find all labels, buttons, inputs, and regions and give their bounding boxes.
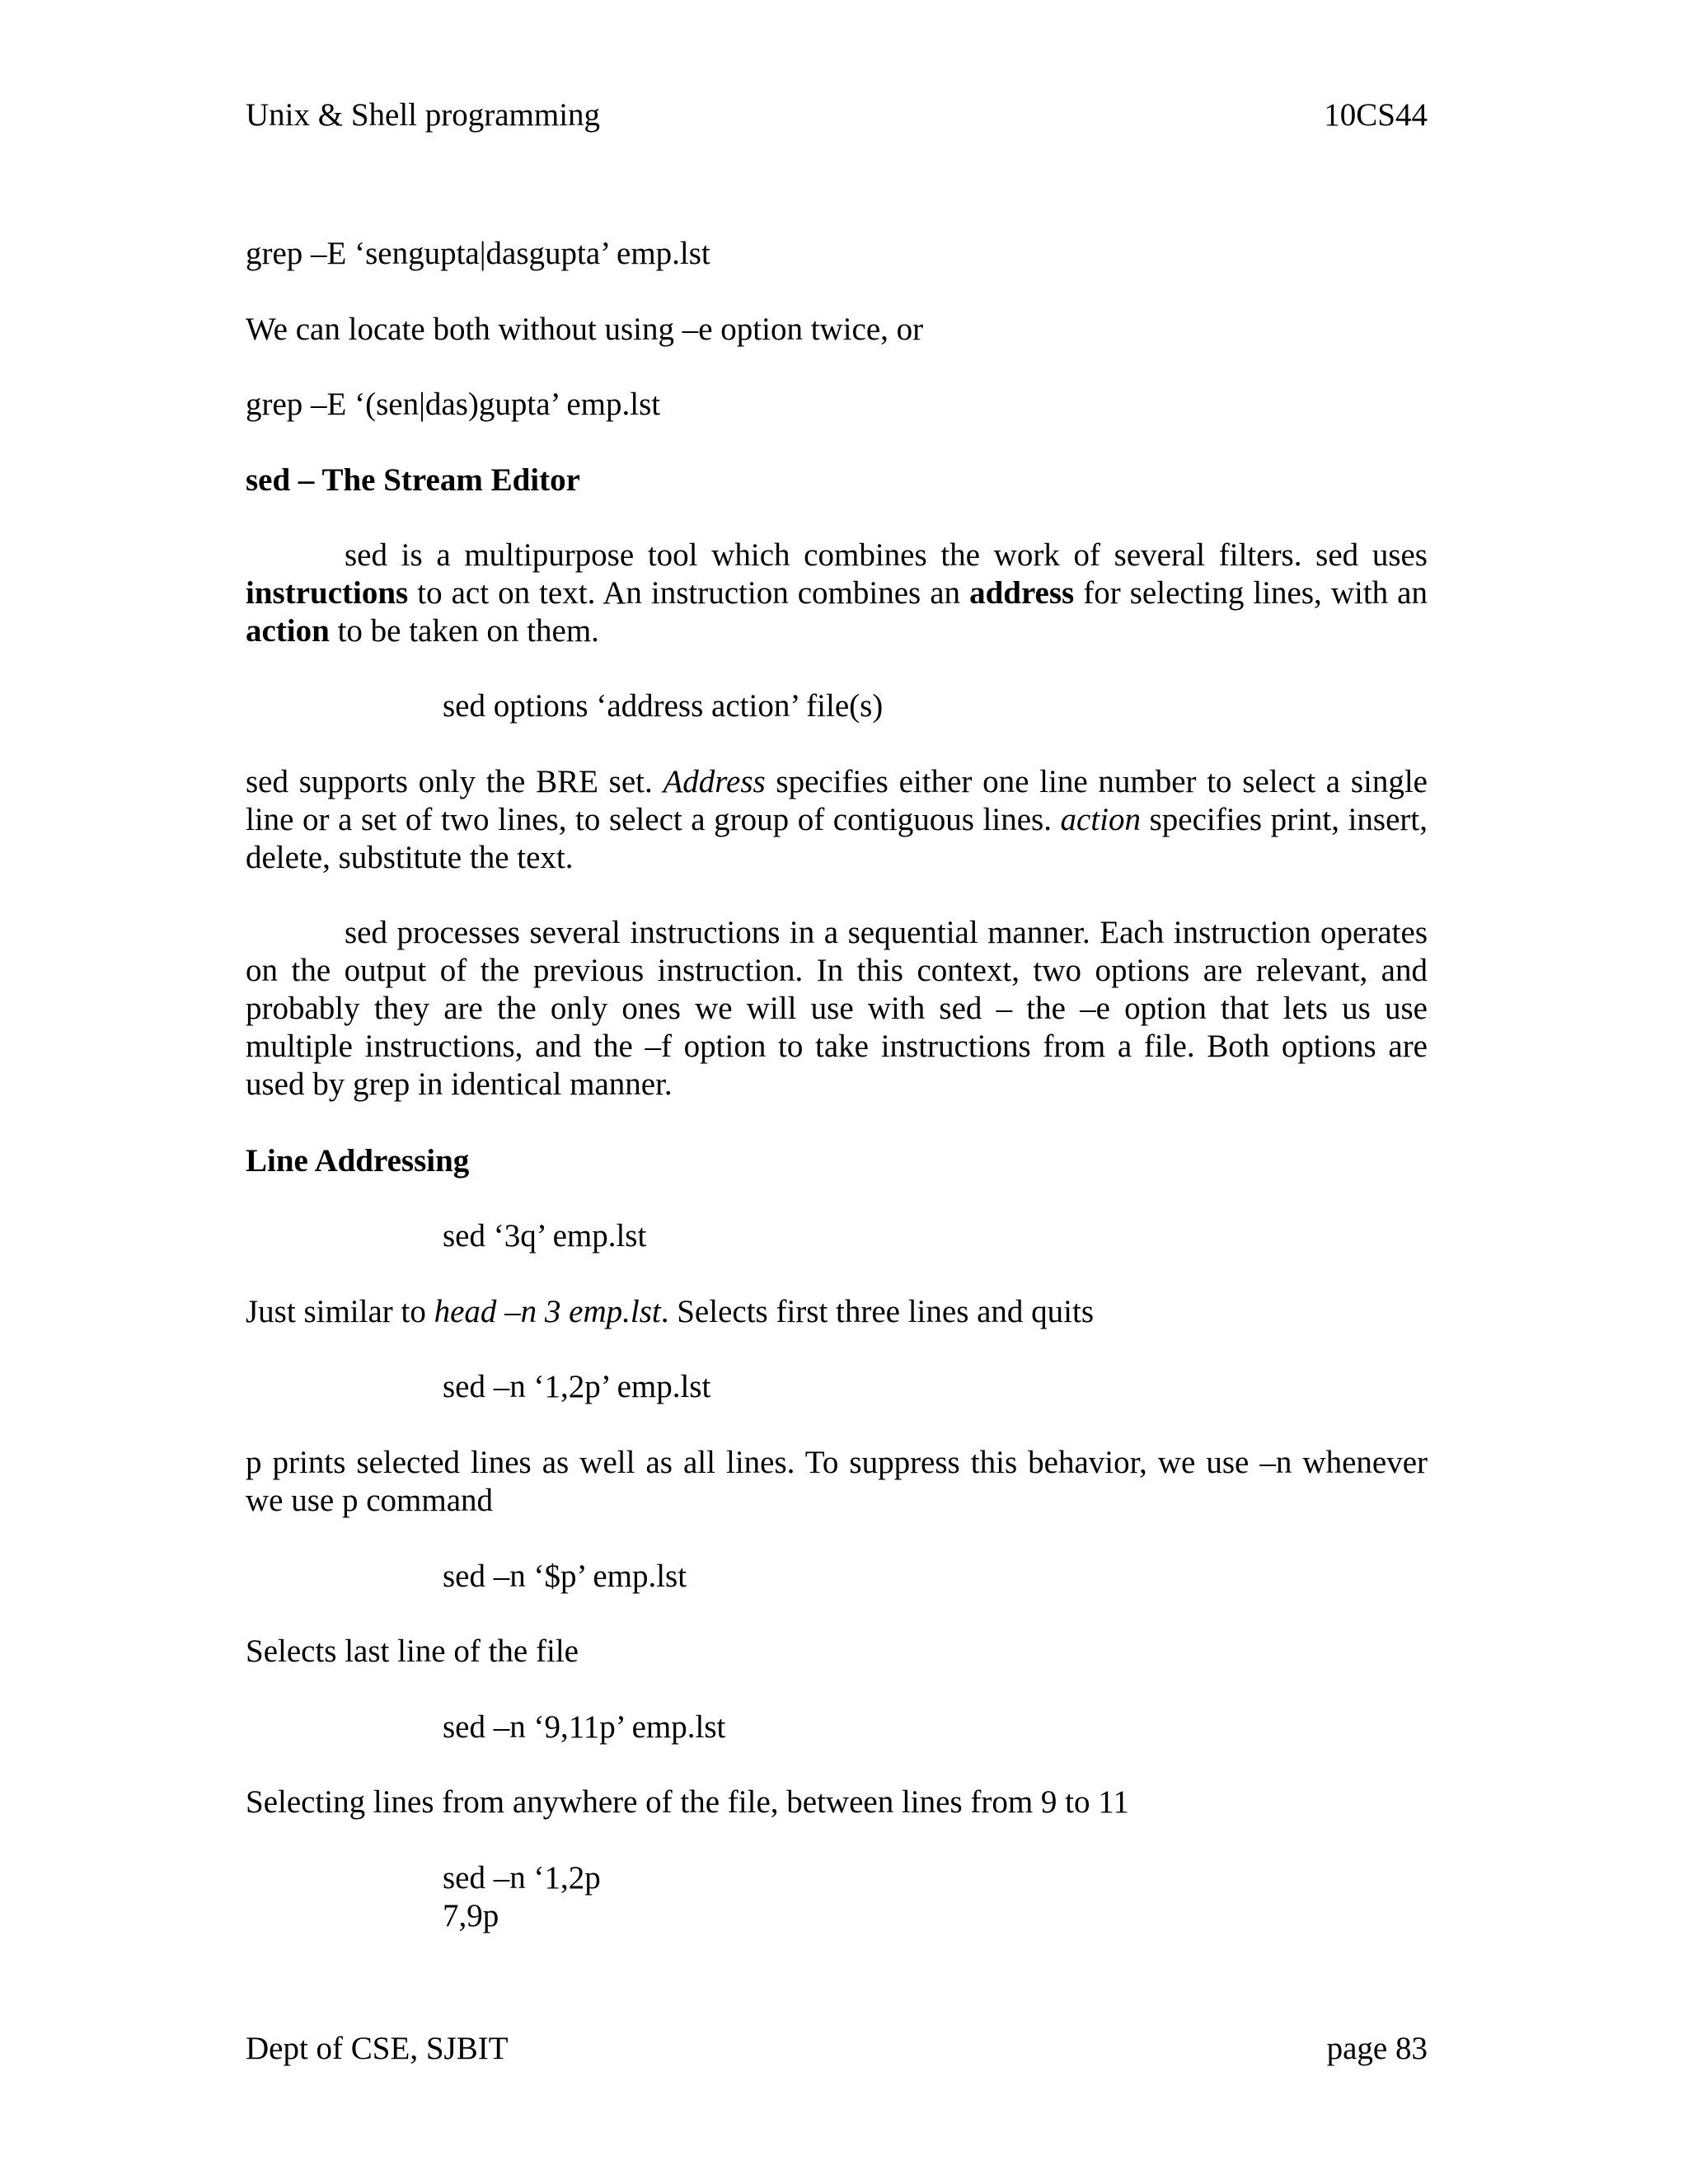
heading-line-addressing: Line Addressing bbox=[246, 1143, 470, 1179]
paragraph-sed-intro bbox=[246, 537, 1428, 650]
grep-example-2: grep –E ‘(sen|das)gupta’ emp.lst bbox=[246, 387, 661, 422]
sed-command-last-line: sed –n ‘$p’ emp.lst bbox=[443, 1558, 687, 1594]
text: sed supports only the BRE set. bbox=[246, 764, 663, 799]
text: to be taken on them. bbox=[329, 613, 599, 649]
page-header-code: 10CS44 bbox=[1324, 97, 1428, 133]
sed-command-multi-line-1: sed –n ‘1,2p bbox=[443, 1860, 601, 1896]
page-footer-dept: Dept of CSE, SJBIT bbox=[246, 2031, 509, 2066]
page-footer-number: page 83 bbox=[1326, 2031, 1428, 2066]
italic-term: head –n 3 emp.lst bbox=[434, 1294, 661, 1329]
page-header-title: Unix & Shell programming bbox=[246, 97, 601, 133]
bold-term: address bbox=[969, 575, 1075, 611]
text: sed is a multipurpose tool which combines the work of several filters. sed uses bbox=[345, 537, 1428, 573]
sed-command-multi-line-2: 7,9p bbox=[443, 1898, 499, 1933]
paragraph-locate: We can locate both without using –e option twice, or bbox=[246, 312, 924, 347]
paragraph-bre bbox=[246, 763, 1428, 877]
paragraph-head-similar bbox=[246, 1293, 1428, 1331]
italic-term: Address bbox=[663, 764, 766, 799]
sed-command-9-11p: sed –n ‘9,11p’ emp.lst bbox=[443, 1709, 726, 1745]
italic-term: action bbox=[1060, 802, 1142, 837]
heading-sed-stream-editor: sed – The Stream Editor bbox=[246, 462, 580, 498]
paragraph-sed-processing: sed processes several instructions in a sequential manner. Each instruction operates on the output of the previous instruction. In this context, two options are relevant, and probably they are the only ones we will use with sed – the –e option that lets us use multiple instructions, and the –f option to take instructions from a file. Both options are used by grep in identical manner. bbox=[246, 915, 1428, 1102]
text: for selecting lines, with an bbox=[1074, 575, 1428, 611]
sed-command-1-2p: sed –n ‘1,2p’ emp.lst bbox=[443, 1369, 711, 1404]
sed-command-3q: sed ‘3q’ emp.lst bbox=[443, 1218, 647, 1254]
bold-term: instructions bbox=[246, 575, 409, 611]
text: specifies either one line number to select a single line or a set of two lines, to select a group of contiguous lines. bbox=[246, 764, 1428, 837]
paragraph-selecting-lines: Selecting lines from anywhere of the file, between lines from 9 to 11 bbox=[246, 1784, 1129, 1820]
sed-syntax: sed options ‘address action’ file(s) bbox=[443, 688, 884, 724]
bold-term: action bbox=[246, 613, 330, 649]
paragraph-p-prints: p prints selected lines as well as all lines. To suppress this behavior, we use –n whenever we use p command bbox=[246, 1445, 1428, 1518]
text: Just similar to bbox=[246, 1294, 434, 1329]
grep-example-1: grep –E ‘sengupta|dasgupta’ emp.lst bbox=[246, 236, 710, 271]
text: . Selects first three lines and quits bbox=[660, 1294, 1095, 1329]
text: specifies print, insert, delete, substitute the text. bbox=[246, 802, 1428, 875]
paragraph-last-line: Selects last line of the file bbox=[246, 1633, 579, 1669]
text: to act on text. An instruction combines an bbox=[408, 575, 970, 611]
